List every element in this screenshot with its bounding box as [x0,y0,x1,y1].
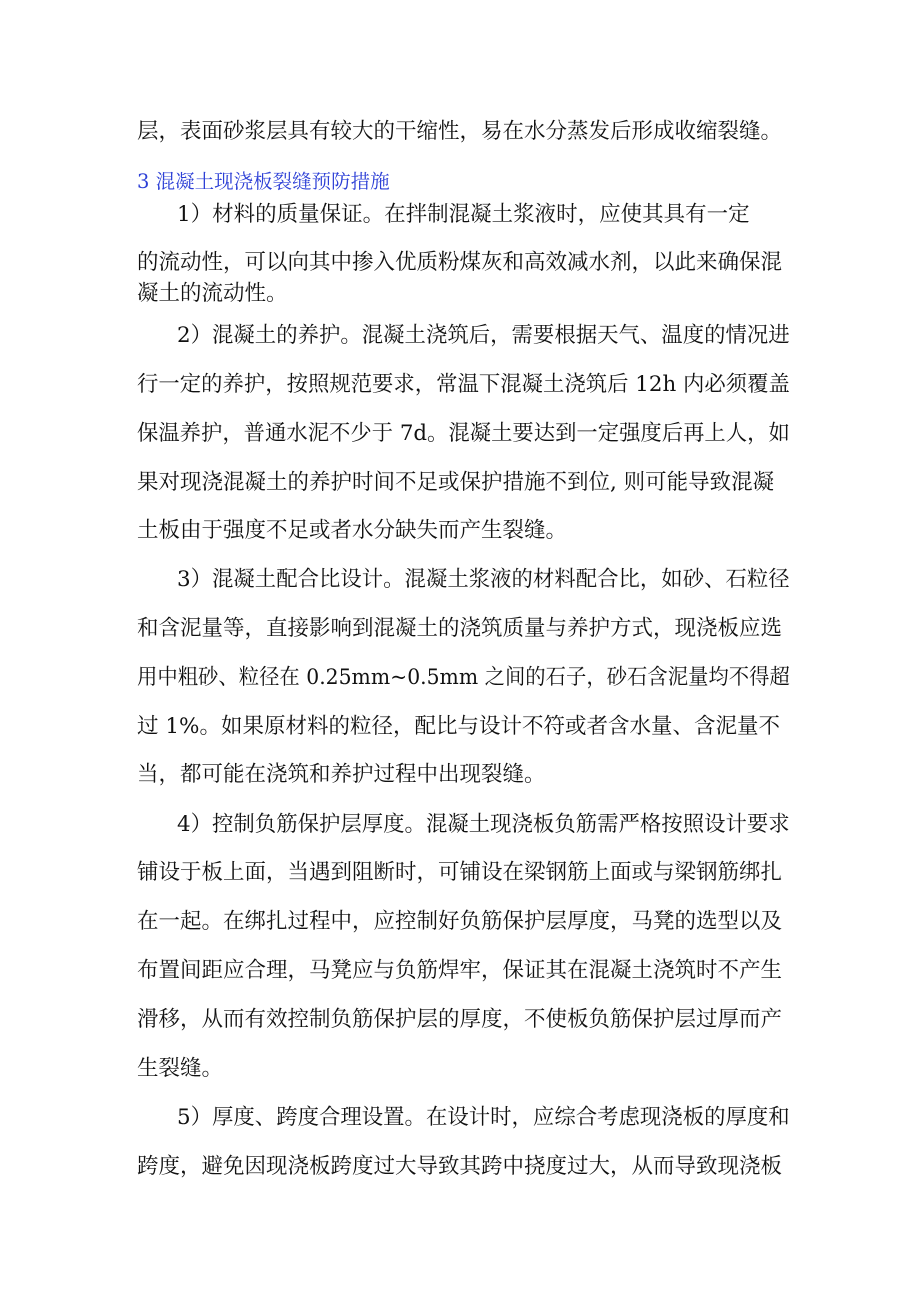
section-heading: 3 混凝土现浇板裂缝预防措施 [137,170,390,193]
body-text-line: 跨度，避免因现浇板跨度过大导致其跨中挠度过大，从而导致现浇板 [137,1154,783,1179]
body-text-line: 布置间距应合理，马凳应与负筋焊牢，保证其在混凝土浇筑时不产生 [137,958,783,983]
paragraph-1-start: 1）材料的质量保证。在拌制混凝土浆液时，应使其具有一定 [177,202,750,227]
body-text-line: 在一起。在绑扎过程中，应控制好负筋保护层厚度，马凳的选型以及 [137,909,783,934]
body-text-line: 的流动性，可以向其中掺入优质粉煤灰和高效减水剂，以此来确保混 [137,250,783,275]
body-text-line: 土板由于强度不足或者水分缺失而产生裂缝。 [137,518,568,543]
body-text-line: 滑移，从而有效控制负筋保护层的厚度，不使板负筋保护层过厚而产 [137,1007,783,1032]
body-text-line: 行一定的养护，按照规范要求，常温下混凝土浇筑后 12h 内必须覆盖 [137,372,790,397]
body-text-line: 生裂缝。 [137,1056,224,1081]
paragraph-2-start: 2）混凝土的养护。混凝土浇筑后，需要根据天气、温度的情况进 [177,323,790,348]
body-text-line: 果对现浇混凝土的养护时间不足或保护措施不到位, 则可能导致混凝 [137,470,775,495]
paragraph-4-start: 4）控制负筋保护层厚度。混凝土现浇板负筋需严格按照设计要求 [177,812,790,837]
body-text-line: 用中粗砂、粒径在 0.25mm~0.5mm 之间的石子，砂石含泥量均不得超 [137,665,790,690]
body-text-line: 保温养护，普通水泥不少于 7d。混凝土要达到一定强度后再上人，如 [137,421,790,446]
paragraph-5-start: 5）厚度、跨度合理设置。在设计时，应综合考虑现浇板的厚度和 [177,1105,790,1130]
body-text-line: 过 1%。如果原材料的粒径，配比与设计不符或者含水量、含泥量不 [137,714,780,739]
body-text-line: 凝土的流动性。 [137,281,288,306]
body-text-line: 和含泥量等，直接影响到混凝土的浇筑质量与养护方式，现浇板应选 [137,616,783,641]
paragraph-3-start: 3）混凝土配合比设计。混凝土浆液的材料配合比，如砂、石粒径 [177,567,790,592]
body-text-line: 层，表面砂浆层具有较大的干缩性，易在水分蒸发后形成收缩裂缝。 [137,119,783,144]
body-text-line: 铺设于板上面，当遇到阻断时，可铺设在梁钢筋上面或与梁钢筋绑扎 [137,860,783,885]
body-text-line: 当，都可能在浇筑和养护过程中出现裂缝。 [137,762,546,787]
